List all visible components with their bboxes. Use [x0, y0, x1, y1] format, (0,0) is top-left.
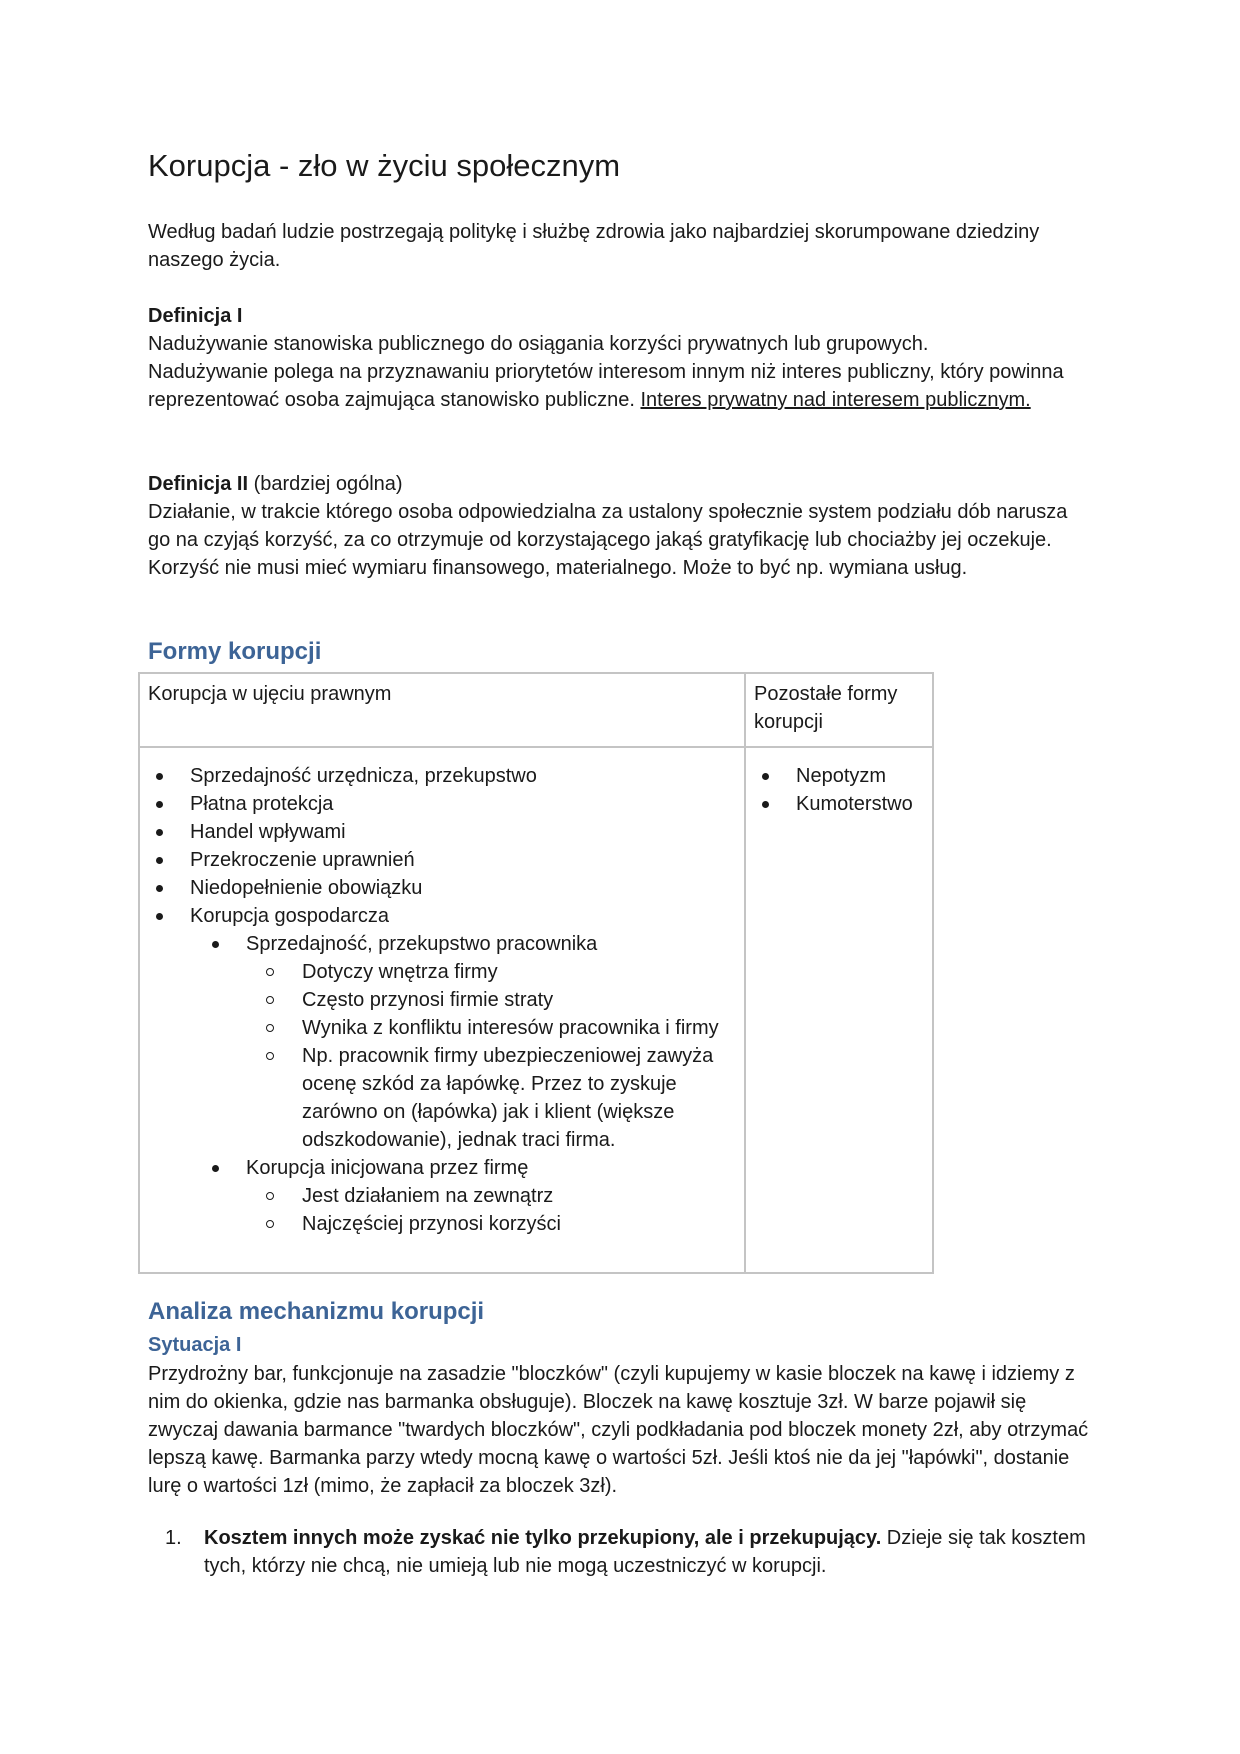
definition-1-line2: Nadużywanie polega na przyznawaniu priorytetów interesom innym niż interes publiczny, który powinna reprezentować osoba zajmująca stanowisko publiczne.	[148, 361, 1064, 411]
other-forms-list	[754, 762, 924, 818]
forms-table	[138, 672, 934, 1274]
detail-item: Często przynosi firmie straty	[148, 986, 736, 1014]
sub-item-company-corruption: Korupcja inicjowana przez firmę	[148, 1154, 736, 1182]
forms-heading: Formy korupcji	[148, 638, 322, 665]
list-item: Kumoterstwo	[754, 790, 924, 818]
situation-paragraph: Przydrożny bar, funkcjonuje na zasadzie "bloczków" (czyli kupujemy w kasie bloczek na kawę i idziemy z nim do okienka, gdzie nas barmanka obsługuje). Bloczek na kawę kosztuje 3zł. W barze pojawił się zwyczaj dawania barmance "twardych bloczków", czyli podkładania pod bloczek monety 2zł, aby otrzymać lepszą kawę. Barmanka parzy wtedy mocną kawę o wartości 5zł. Jeśli ktoś nie da jej "łapówki", dostanie lurę o wartości 1zł (mimo, że zapłacił za bloczek 3zł).	[148, 1363, 1089, 1497]
company-corruption-details	[148, 1182, 736, 1238]
sub-item-employee-bribery: Sprzedajność, przekupstwo pracownika	[148, 930, 736, 958]
detail-item: Dotyczy wnętrza firmy	[148, 958, 736, 986]
list-item: Korupcja gospodarcza	[148, 902, 736, 930]
definition-1-underlined: Interes prywatny nad interesem publicznym.	[640, 389, 1031, 411]
definition-2	[148, 470, 1093, 582]
list-item: Handel wpływami	[148, 818, 736, 846]
definition-2-text: Działanie, w trakcie którego osoba odpowiedzialna za ustalony społecznie system podziału dób narusza go na czyjąś korzyść, za co otrzymuje od korzystającego jakąś gratyfikację lub chociażby jej oczekuje. Korzyść nie musi mieć wymiaru finansowego, materialnego. Może to być np. wymiana usług.	[148, 501, 1068, 579]
economic-sublist	[148, 930, 736, 958]
detail-item: Wynika z konfliktu interesów pracownika i firmy	[148, 1014, 736, 1042]
legal-forms-cell	[139, 747, 745, 1273]
col2-header: Pozostałe formy korupcji	[745, 673, 933, 747]
list-item: Nepotyzm	[754, 762, 924, 790]
col1-header: Korupcja w ujęciu prawnym	[139, 673, 745, 747]
list-item	[148, 1524, 1093, 1580]
numbered-list	[148, 1524, 1093, 1580]
list-item: Przekroczenie uprawnień	[148, 846, 736, 874]
detail-item: Jest działaniem na zewnątrz	[148, 1182, 736, 1210]
detail-item: Np. pracownik firmy ubezpieczeniowej zawyża ocenę szkód za łapówkę. Przez to zyskuje zarówno on (łapówka) jak i klient (większe odszkodowanie), jednak traci firma.	[148, 1042, 736, 1154]
analysis-subheading: Sytuacja I	[148, 1334, 242, 1356]
list-item: Płatna protekcja	[148, 790, 736, 818]
legal-forms-list	[148, 762, 736, 930]
employee-bribery-details	[148, 958, 736, 1154]
detail-item: Najczęściej przynosi korzyści	[148, 1210, 736, 1238]
document-title: Korupcja - zło w życiu społecznym	[148, 148, 621, 183]
list-item: Sprzedajność urzędnicza, przekupstwo	[148, 762, 736, 790]
economic-sublist	[148, 1154, 736, 1182]
analysis-heading: Analiza mechanizmu korupcji	[148, 1298, 485, 1325]
definition-2-heading: Definicja II	[148, 473, 249, 495]
table-header-row	[139, 673, 933, 747]
definition-1	[148, 302, 1093, 414]
definition-2-heading-suffix: (bardziej ogólna)	[248, 473, 403, 495]
definition-1-heading: Definicja I	[148, 305, 243, 327]
list-item: Niedopełnienie obowiązku	[148, 874, 736, 902]
intro-paragraph: Według badań ludzie postrzegają politykę i służbę zdrowia jako najbardziej skorumpowane dziedziny naszego życia.	[148, 221, 1040, 271]
other-forms-cell	[745, 747, 933, 1273]
list-number: 1.	[165, 1527, 182, 1549]
point-rest: Dzieje się tak kosztem tych, którzy nie chcą, nie umieją lub nie mogą uczestniczyć w korupcji.	[204, 1527, 1086, 1577]
definition-1-line1: Nadużywanie stanowiska publicznego do osiągania korzyści prywatnych lub grupowych.	[148, 333, 929, 355]
table-body-row	[139, 747, 933, 1273]
point-bold: Kosztem innych może zyskać nie tylko przekupiony, ale i przekupujący.	[204, 1527, 882, 1549]
